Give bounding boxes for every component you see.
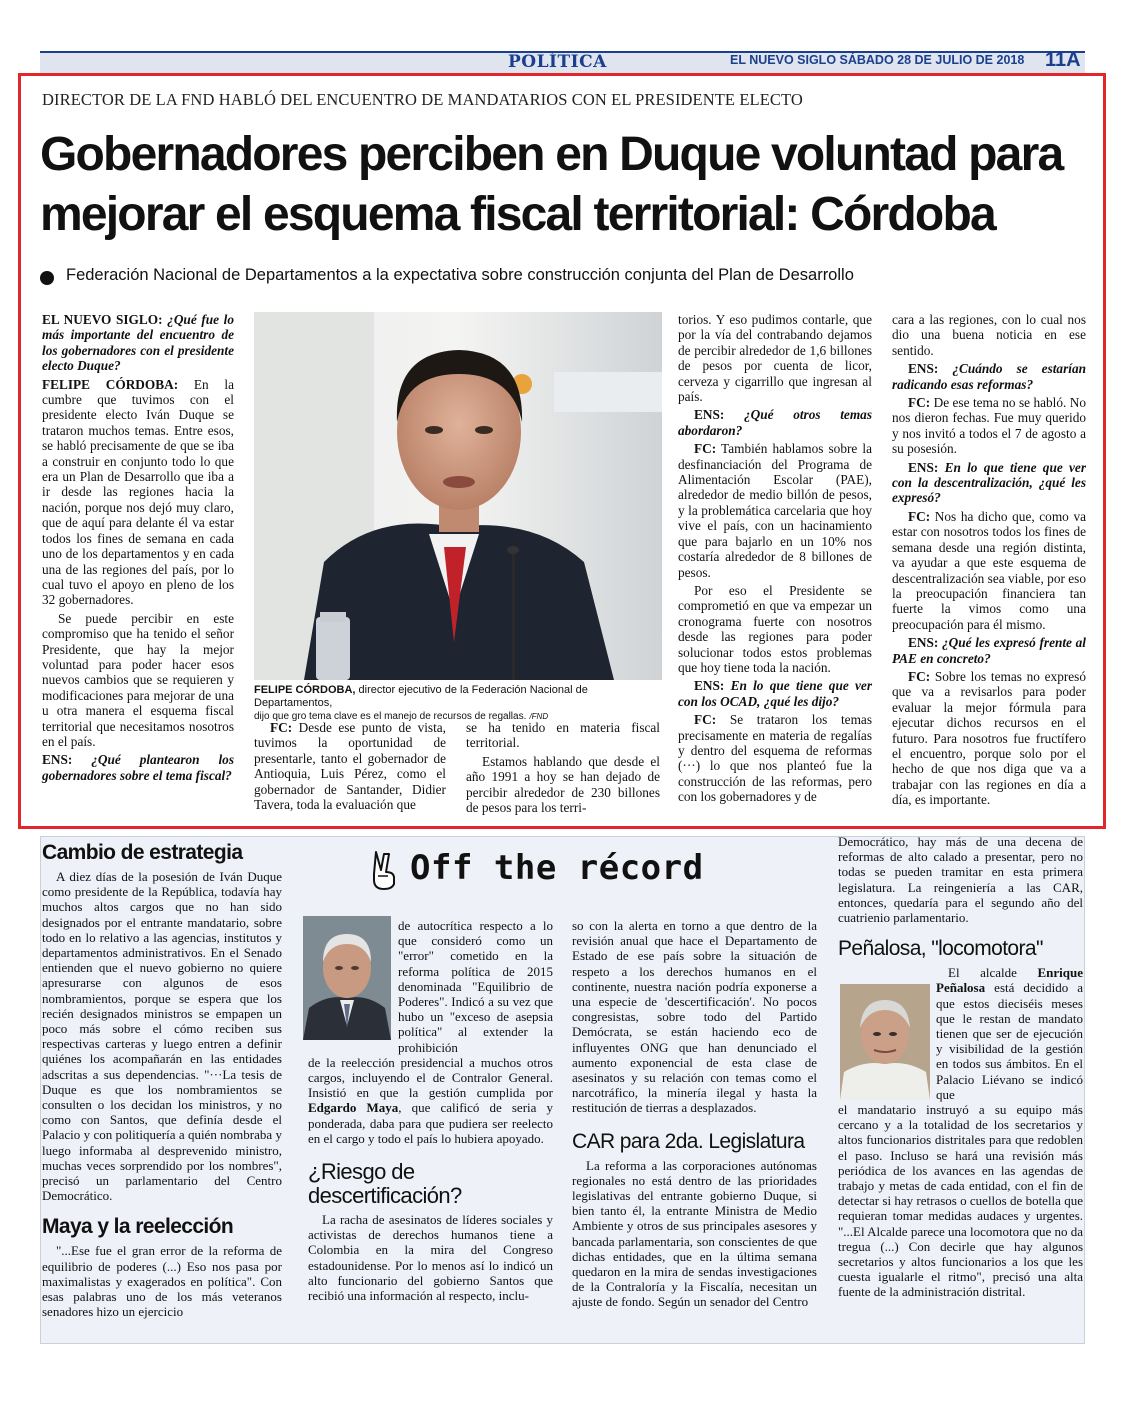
article-column-3 — [678, 312, 872, 805]
section-heading-car: CAR para 2da. Legislatura — [572, 1129, 805, 1153]
answer-text: Se trataron los temas precisamente en materia de regalías y dentro del esquema de reformas (···) lo que nos planteó fue la construcción de las reformas, pero con los gobernadores y de — [678, 712, 872, 805]
answer-text: Desde ese punto de vista, tuvimos la oportunidad de presentarle, tanto el gobernador de Antioquia, Luis Pérez, como el gobernador de Santander, Didier Tavera, toda la evaluación que — [254, 720, 447, 813]
photo-felipe-cordoba — [254, 312, 662, 680]
question-text: ¿Qué fue lo más importante del encuentro de los gobernadores con el presidente electo Duque? — [42, 312, 235, 374]
portrait-enrique-penalosa — [840, 984, 930, 1100]
caption-text-2: dijo que gro tema clave es el manejo de recursos de regallas. — [254, 711, 527, 722]
paragraph: , que calificó de seria y ponderada, daba para que pudiera ser reelecto en el cargo y todo el país lo hubiera apoyado. — [308, 1100, 553, 1146]
section-heading-maya: Maya y la reelección — [42, 1215, 234, 1239]
victory-hand-svg — [368, 850, 400, 890]
paper-info: EL NUEVO SIGLO SÁBADO 28 DE JULIO DE 2018 — [730, 53, 1025, 67]
answer-text: También hablamos sobre la desfinanciación del Programa de Alimentación Escolar (PAE), alrededor de medio billón de pesos, y la problemática carcelaria que hoy vive el país, con un hacinamiento que para bajarlo en un 10% nos costaría alrededor de 8 billones de pesos. — [678, 441, 872, 580]
page-number: 11A — [1045, 49, 1081, 71]
article-photo — [254, 312, 662, 680]
question-text: ¿Cuándo se estarían radicando esas reformas? — [892, 361, 1086, 392]
paragraph: torios. Y eso pudimos contarle, que por la vía del contrabando dejamos de percibir alrededor de 1,6 billones de pesos por cuenta de licor, cerveza y cigarrillo que ingresan al país. — [678, 312, 872, 405]
caption-name: FELIPE CÓRDOBA, — [254, 684, 356, 696]
paragraph: La reforma a las corporaciones autónomas regionales no está dentro de las prioridades legislativas del entrante gobierno Duque, si bien tanto él, la entrante Ministra de Medio Ambiente y otros de sus principales asesores y bancada parlamentaria, son conscientes de que dichas entidades, que en la última semana quedaron en la mira de sendas investigaciones de la Contraloría y la Fiscalía, necesitan un ajuste de fondo. Según un senador del Centro — [572, 1157, 817, 1310]
speaker-ens: ENS: — [694, 407, 725, 423]
section-heading-riesgo — [308, 1160, 553, 1208]
paragraph: A diez días de la posesión de Iván Duque como presidente de la República, todavía hay muchos altos cargos que no han sido designados por el entrante mandatario, sobre todo en lo relativo a las agencias, institutos y departamentos administrativos. En el Senado entienden que el nuevo gobierno no quiere apresurarse con algunos de esos nombramientos, porque se espera que los recién designados ministros se empapen un poco más sobre el cómo reciben sus respectivas carteras y luego entren a definir quiénes los acompañarán en las entidades adscritas a sus dependencias. "···La tesis de Duque es que los nombramientos se consulten o los decidan los ministros, y no como con Santos, que definía desde el Palacio y con politiquería a quién nombraba y luego informaba al desprevenido ministro, muchas veces sorprendido por los nombres", precisó un parlamentario del Centro Democrático. — [42, 869, 282, 1204]
person-name: Enrique Peñalosa — [936, 965, 1083, 996]
photo-credit: /FND — [529, 712, 549, 721]
section-label: POLÍTICA — [508, 52, 607, 72]
article-column-1 — [42, 312, 234, 783]
answer-text: Nos ha dicho que, como va estar con nosotros todos los fines de semana desde una región distinta, va ayudar a que este esquema de descentralización sea viable, por eso la preocupación financiera tan fuerte la vimos como una preocupación para él mismo. — [892, 508, 1086, 632]
speaker-ens: ENS: — [908, 635, 939, 651]
paragraph: está decidido a que estos dieciséis meses que le restan de mandato tienen que ser de ejecución y visibilidad de la gestión en todos sus ámbitos. En el Palacio Liévano se indicó que — [936, 980, 1083, 1102]
paragraph: so con la alerta en torno a que dentro de la revisión anual que hace el Departamento de Estado de ese país sobre la situación de respeto a los derechos humanos en el continente, nuestra nación podría exponerse a una especie de 'descertificación'. No pocos congresistas, sobre todo del Partido Demócrata, se están haciendo eco de influyentes ONG que han denunciado el aumento exponencial de esta clase de asesinatos y su relación con temas como el narcotráfico, la minería ilegal y hasta la restitución de tierras a desplazados. — [572, 918, 817, 1116]
answer-text: Sobre los temas no expresó que va a revisarlos para poder evaluar la mejor fórmula para ejecutar dichos recursos en el futuro. Para nosotros fue fructífero el encuentro, porque solo por el hecho de que nos diga que va a trabajar con las regiones en día a día, es importante. — [892, 668, 1087, 808]
answer-text: En la cumbre que tuvimos con el presidente electo Iván Duque se trataron muchos temas. Entre esos, se habló precisamente de que se iba a construir en conjunto todo lo que era un Plan de Desarrollo que iba a ir desde las regiones hacia la nación, porque nos dejó muy claro, que de aquí para delante él va estar todos los fines de semana en cada uno de los departamentos y en cada una de las regiones del país, por lo cual tuvo el apoyo en pleno de los 32 gobernadores. — [42, 376, 234, 608]
photo-caption — [254, 684, 664, 723]
speaker-fc: FC: — [694, 712, 717, 728]
paragraph: Se puede percibir en este compromiso que ha tenido el señor Presidente, que hay la mejor voluntad para poder hacer esos nuevos cambios que se requieren y modificaciones para mejorar de una u otra manera el esquema fiscal territorial que necesitamos nosotros en el país. — [42, 610, 234, 749]
paragraph: el mandatario instruyó a su equipo más cercano y a la totalidad de los secretarios y altos funcionarios distritales para que redoblen el paso. Incluso se hará una revisión más periódica de los avances en las agendas de trabajo y metas de cada entidad, con el fin de detectar si hay retrasos o cuellos de botella que requieran tomar medidas audaces y urgentes. "...El Alcalde parece una locomotora que no da tregua (...) Con decirle que hay algunos secretarios y altos funcionarios a los que les cuesta igualarle el ritmo", precisó una alta fuente de la administración distrital. — [838, 1102, 1083, 1300]
person-name: Edgardo Maya — [308, 1100, 399, 1116]
paragraph: El alcalde — [948, 965, 1017, 981]
off-record-column-1 — [42, 841, 282, 1319]
article-subhead: Federación Nacional de Departamentos a la expectativa sobre construcción conjunta del Plan de Desarrollo — [66, 266, 854, 284]
heading-line: descertificación? — [308, 1183, 462, 1209]
paragraph: de la reelección presidencial a muchos otros cargos, incluyendo el de Contralor General. Insistió en que la gestión cumplida por — [308, 1054, 553, 1101]
portrait-svg — [840, 984, 930, 1100]
speaker-ens: EL NUEVO SIGLO: — [42, 312, 163, 327]
paragraph: se ha tenido en materia fiscal territorial. — [466, 720, 660, 751]
article-headline — [40, 125, 1090, 245]
subhead-bullet-icon — [40, 271, 54, 285]
speaker-ens: ENS: — [908, 361, 939, 377]
paragraph: La racha de asesinatos de líderes sociales y activistas de derechos humanos tiene a Colombia en la mira del Congreso estadounidense. Por lo menos así lo indicó un alto funcionario del gobierno Santos que recibió una información al respecto, inclu- — [308, 1212, 553, 1304]
speaker-ens: ENS: — [42, 752, 73, 768]
paragraph: "...Ese fue el gran error de la reforma de equilibrio de poderes (...) Eso nos pasa por maximalistas y exagerados en política". Con esas palabras uno de los más veteranos senadores hizo un ejercicio — [42, 1243, 282, 1320]
answer-text: De ese tema no se habló. No nos dieron fechas. Fue muy querido y nos invitó a todos el 7 de agosto a su posesión. — [892, 395, 1086, 457]
off-record-title: Off the récord — [410, 848, 704, 888]
off-record-column-2 — [308, 918, 553, 1303]
victory-hand-icon — [368, 850, 400, 890]
paragraph: cara a las regiones, con lo cual nos dio una buena noticia en ese sentido. — [892, 312, 1086, 358]
speaker-fc: FC: — [908, 668, 931, 684]
headline-line-1: Gobernadores perciben en Duque voluntad para — [40, 128, 1063, 181]
caption-text: director ejecutivo de la Federación Nacional de Departamentos, — [254, 684, 588, 709]
paragraph: de autocrítica respecto a lo que consideró como un "error" cometido en la reforma política de 2015 denominada "Equilibrio de Poderes". Indicó a su vez que hubo un "exceso de asepsia política" al extender la prohibición — [398, 918, 553, 1055]
section-heading-cambio: Cambio de estrategia — [42, 841, 243, 864]
paragraph: Democrático, hay más de una decena de reformas de alto calado a presentar, pero no todas se pueden tramitar en esta primera legislatura. La reingeniería a las CAR, entonces, quedaría para el segundo año del cuatrienio parlamentario. — [838, 834, 1083, 926]
speaker-fc: FC: — [270, 720, 293, 735]
article-column-2a — [254, 720, 446, 812]
article-kicker: DIRECTOR DE LA FND HABLÓ DEL ENCUENTRO DE MANDATARIOS CON EL PRESIDENTE ELECTO — [42, 90, 803, 109]
speaker-fc: FC: — [908, 508, 931, 524]
paragraph: Por eso el Presidente se comprometió en que va empezar un cronograma fuerte con nosotros desde las regiones para poder solucionar todos estos problemas que hoy tiene toda la nación. — [678, 582, 872, 675]
paragraph: Estamos hablando que desde el año 1991 a hoy se han dejado de percibir alrededor de 230 billones de pesos para los terri- — [466, 753, 660, 816]
question-text: ¿Qué otros temas abordaron? — [678, 407, 872, 438]
speaker-ens: ENS: — [908, 459, 939, 475]
off-record-column-3 — [572, 918, 817, 1310]
headline-line-2: mejorar el esquema fiscal territorial: Córdoba — [40, 188, 995, 241]
article-column-4 — [892, 312, 1086, 808]
speaker-fc: FC: — [908, 395, 931, 411]
question-text: En lo que tiene que ver con la descentralización, ¿qué les expresó? — [892, 459, 1087, 506]
article-column-2b — [466, 720, 660, 815]
speaker-fc: FC: — [694, 441, 717, 457]
question-text: En lo que tiene que ver con los OCAD, ¿qué les dijo? — [678, 678, 873, 709]
heading-line: ¿Riesgo de — [308, 1159, 415, 1185]
question-text: ¿Qué les expresó frente al PAE en concreto? — [892, 635, 1086, 666]
speaker-ens: ENS: — [694, 678, 725, 694]
section-heading-penalosa: Peñalosa, "locomotora" — [838, 937, 1043, 961]
speaker-fc: FELIPE CÓRDOBA: — [42, 376, 179, 392]
question-text: ¿Qué plantearon los gobernadores sobre el tema fiscal? — [42, 752, 234, 783]
